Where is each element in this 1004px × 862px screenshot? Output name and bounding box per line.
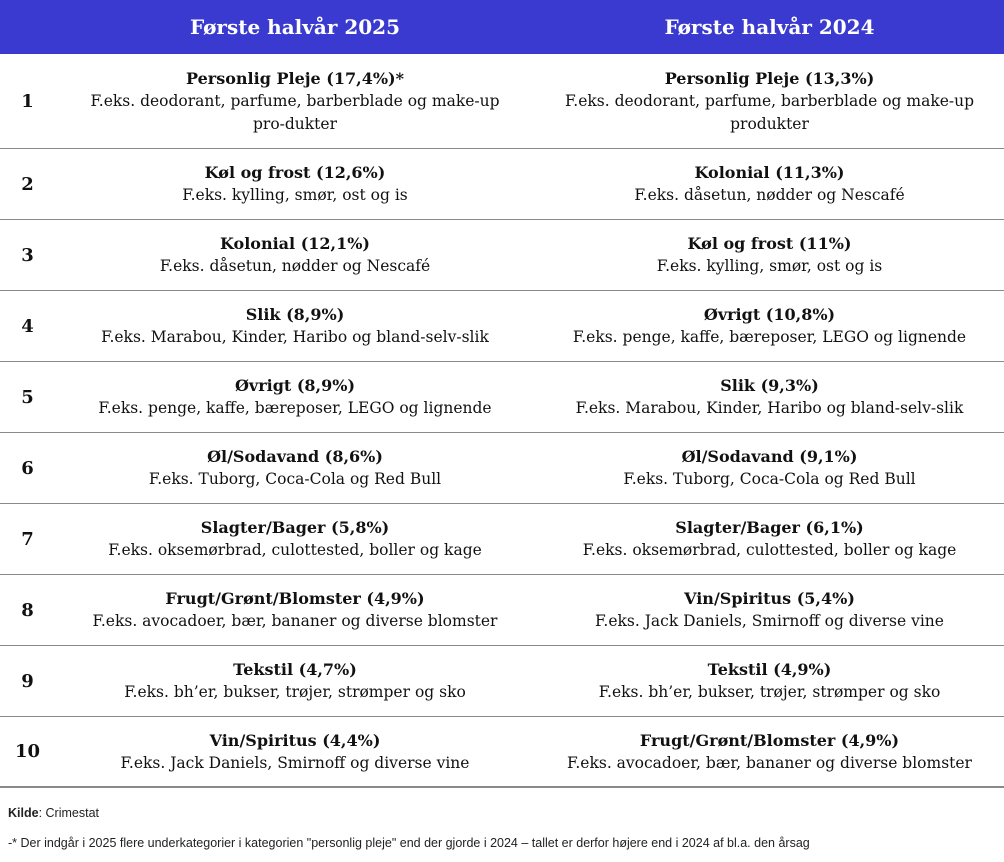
cell-2024: [535, 575, 1004, 645]
category-examples: F.eks. Marabou, Kinder, Haribo og bland-selv-slik: [101, 328, 489, 346]
category-label: Kolonial (11,3%): [694, 163, 845, 182]
category-examples: F.eks. bh’er, bukser, trøjer, strømper og sko: [598, 683, 941, 701]
source-label: Kilde: [8, 806, 39, 820]
category-label: Slagter/Bager (5,8%): [200, 518, 390, 537]
category-label: Slik (9,3%): [720, 376, 819, 395]
cell-2024: [535, 717, 1004, 786]
rank-number: 5: [21, 386, 34, 408]
category-examples: F.eks. avocadoer, bær, bananer og diverse blomster: [92, 612, 498, 630]
category-examples: F.eks. deodorant, parfume, barberblade og make-up pro-dukter: [90, 91, 500, 133]
category-examples: F.eks. penge, kaffe, bæreposer, LEGO og lignende: [572, 328, 967, 346]
rank-number: 6: [21, 457, 34, 479]
category-label: Frugt/Grønt/Blomster (4,9%): [639, 730, 900, 750]
cell-2025: [55, 291, 535, 361]
table-row: [0, 291, 1004, 362]
category-label: Personlig Pleje (13,3%): [664, 68, 875, 88]
cell-2025: [55, 149, 535, 219]
cell-2024: [535, 291, 1004, 361]
cell-2025: [55, 220, 535, 290]
cell-2024: [535, 149, 1004, 219]
category-examples: F.eks. oksemørbrad, culottested, boller og kage: [582, 541, 957, 559]
category-examples: F.eks. oksemørbrad, culottested, boller og kage: [108, 541, 482, 559]
table-header: [0, 0, 1004, 54]
cell-2024: [535, 220, 1004, 290]
category-label: Køl og frost (12,6%): [204, 163, 386, 182]
cell-2025: [55, 54, 535, 148]
category-label: Øvrigt (10,8%): [703, 305, 836, 324]
category-label: Slik (8,9%): [245, 305, 345, 324]
category-examples: F.eks. avocadoer, bær, bananer og diverse blomster: [567, 753, 972, 772]
table-row: [0, 646, 1004, 717]
category-label: Personlig Pleje (17,4%)*: [186, 68, 404, 88]
table-row: [0, 575, 1004, 646]
cell-2024: [535, 54, 1004, 148]
category-examples: F.eks. kylling, smør, ost og is: [656, 257, 883, 275]
rank-number: 8: [21, 599, 34, 621]
category-examples: F.eks. penge, kaffe, bæreposer, LEGO og lignende: [98, 399, 492, 417]
rank-number: 7: [21, 528, 34, 550]
category-label: Tekstil (4,9%): [707, 660, 832, 679]
header-rank-spacer: [0, 0, 55, 54]
cell-2025: [55, 646, 535, 716]
table-row: [0, 504, 1004, 575]
cell-2024: [535, 362, 1004, 432]
category-label: Tekstil (4,7%): [233, 660, 357, 679]
cell-2024: [535, 433, 1004, 503]
table-row: [0, 220, 1004, 291]
category-examples: F.eks. dåsetun, nødder og Nescafé: [634, 186, 905, 204]
category-label: Køl og frost (11%): [687, 234, 852, 253]
category-examples: F.eks. deodorant, parfume, barberblade og make-up produkter: [564, 91, 975, 133]
category-label: Øvrigt (8,9%): [234, 376, 356, 395]
cell-2025: [55, 575, 535, 645]
category-label: Øl/Sodavand (9,1%): [681, 447, 858, 466]
header-2024: Første halvår 2024: [664, 15, 875, 39]
category-label: Slagter/Bager (6,1%): [675, 518, 864, 537]
cell-2024: [535, 646, 1004, 716]
category-label: Vin/Spiritus (4,4%): [209, 730, 381, 750]
rank-number: 10: [14, 741, 41, 762]
footnote: -* Der indgår i 2025 flere underkategorier i kategorien "personlig pleje" end der gjorde i 2024 – tallet er derfor højere end i 2024 af bl.a. den årsag: [8, 836, 810, 850]
category-examples: F.eks. dåsetun, nødder og Nescafé: [159, 257, 431, 275]
cell-2024: [535, 504, 1004, 574]
category-label: Vin/Spiritus (5,4%): [684, 589, 855, 608]
category-examples: F.eks. Marabou, Kinder, Haribo og bland-selv-slik: [575, 399, 964, 417]
rank-number: 1: [21, 90, 34, 112]
rank-number: 4: [21, 315, 34, 337]
category-examples: F.eks. Tuborg, Coca-Cola og Red Bull: [623, 470, 916, 488]
table-row: [0, 54, 1004, 149]
cell-2025: [55, 362, 535, 432]
category-label: Øl/Sodavand (8,6%): [207, 447, 383, 466]
category-examples: F.eks. Tuborg, Coca-Cola og Red Bull: [148, 470, 442, 488]
category-examples: F.eks. bh’er, bukser, trøjer, strømper og sko: [124, 683, 466, 701]
category-label: Frugt/Grønt/Blomster (4,9%): [165, 589, 425, 608]
source-value: : Crimestat: [38, 806, 99, 820]
category-examples: F.eks. Jack Daniels, Smirnoff og diverse vine: [120, 753, 470, 772]
cell-2025: [55, 504, 535, 574]
cell-2025: [55, 717, 535, 786]
rank-number: 9: [21, 670, 34, 692]
table-row: [0, 433, 1004, 504]
table-row: [0, 362, 1004, 433]
category-examples: F.eks. kylling, smør, ost og is: [182, 186, 408, 204]
table-row: [0, 149, 1004, 220]
category-examples: F.eks. Jack Daniels, Smirnoff og diverse vine: [595, 612, 944, 630]
rank-number: 2: [21, 173, 34, 195]
table-row: [0, 717, 1004, 788]
cell-2025: [55, 433, 535, 503]
rank-number: 3: [21, 244, 34, 266]
header-2025: Første halvår 2025: [189, 15, 400, 39]
source-line: [8, 806, 99, 820]
category-label: Kolonial (12,1%): [219, 234, 370, 253]
